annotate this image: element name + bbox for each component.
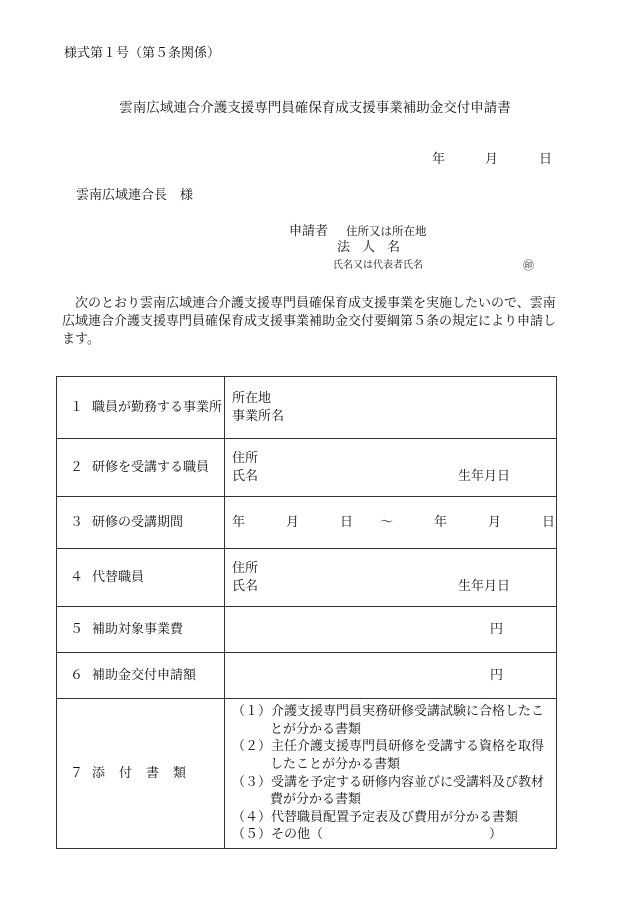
trainee-address-label: 住所 [232,450,259,466]
office-address-label: 所在地 [232,390,272,406]
row-label: ２ 研修を受講する職員 [57,439,225,497]
subsidy-amount-field[interactable] [225,653,557,699]
table-row [57,607,557,653]
period-end-year: 年 [434,514,448,530]
attachment-item: （５）その他（ ） [232,827,503,843]
application-table [56,376,557,849]
period-start-day: 日 [340,514,354,530]
period-start-year: 年 [232,514,246,530]
period-field[interactable] [225,497,557,549]
attachment-item: （２）主任介護支援専門員研修を受講する資格を取得したことが分かる書類 [232,739,545,772]
project-cost-field[interactable] [225,607,557,653]
row-label: ７ 添付書類 [57,699,225,849]
period-end-day: 日 [542,514,556,530]
form-number: 様式第１号（第５条関係） [64,46,221,61]
substitute-field[interactable] [225,549,557,607]
trainee-birthdate-label: 生年月日 [458,468,511,484]
table-row [57,653,557,699]
table-row [57,549,557,607]
office-name-label: 事業所名 [232,408,285,424]
applicant-address-label: 住所又は所在地 [346,224,427,238]
applicant-label: 申請者 [289,224,329,239]
intro-paragraph: 次のとおり雲南広域連合介護支援専門員確保育成支援事業を実施したいので、雲南広域連合介護支援専門員確保育成支援事業補助金交付要綱第５条の規定により申請します。 [62,296,557,347]
row-label: ３ 研修の受講期間 [57,497,225,549]
substitute-birthdate-label: 生年月日 [458,578,511,594]
row-label: ５ 補助対象事業費 [57,607,225,653]
row-label: １ 職員が勤務する事業所 [57,377,225,439]
attachment-item: （１）介護支援専門員実務研修受講試験に合格したことが分かる書類 [232,704,545,737]
applicant-rep-name-label: 氏名又は代表者氏名 [333,260,423,271]
table-row [57,699,557,849]
applicant-corp-name-label: 法人名 [337,240,413,255]
office-field[interactable] [225,377,557,439]
addressee: 雲南広域連合長 様 [76,188,194,203]
attachments-list [225,699,557,849]
document-title: 雲南広域連合介護支援専門員確保育成支援事業補助金交付申請書 [119,100,511,116]
attachment-item: （４）代替職員配置予定表及び費用が分かる書類 [232,809,519,825]
attachment-item: （３）受講を予定する研修内容並びに受講料及び教材費が分かる書類 [232,774,545,808]
table-row [57,377,557,439]
date-year-label: 年 [432,152,446,167]
table-row [57,497,557,549]
substitute-address-label: 住所 [232,560,259,576]
yen-unit: 円 [490,667,504,683]
date-day-label: 日 [539,152,553,167]
trainee-field[interactable] [225,439,557,497]
period-start-month: 月 [286,514,300,530]
trainee-name-label: 氏名 [232,468,259,484]
yen-unit: 円 [490,621,504,637]
table-row [57,439,557,497]
date-month-label: 月 [485,152,499,167]
seal-mark-icon: ㊞ [523,259,534,272]
row-label: ４ 代替職員 [57,549,225,607]
period-tilde: ～ [380,514,394,530]
row-label: ６ 補助金交付申請額 [57,653,225,699]
period-end-month: 月 [488,514,502,530]
substitute-name-label: 氏名 [232,578,259,594]
